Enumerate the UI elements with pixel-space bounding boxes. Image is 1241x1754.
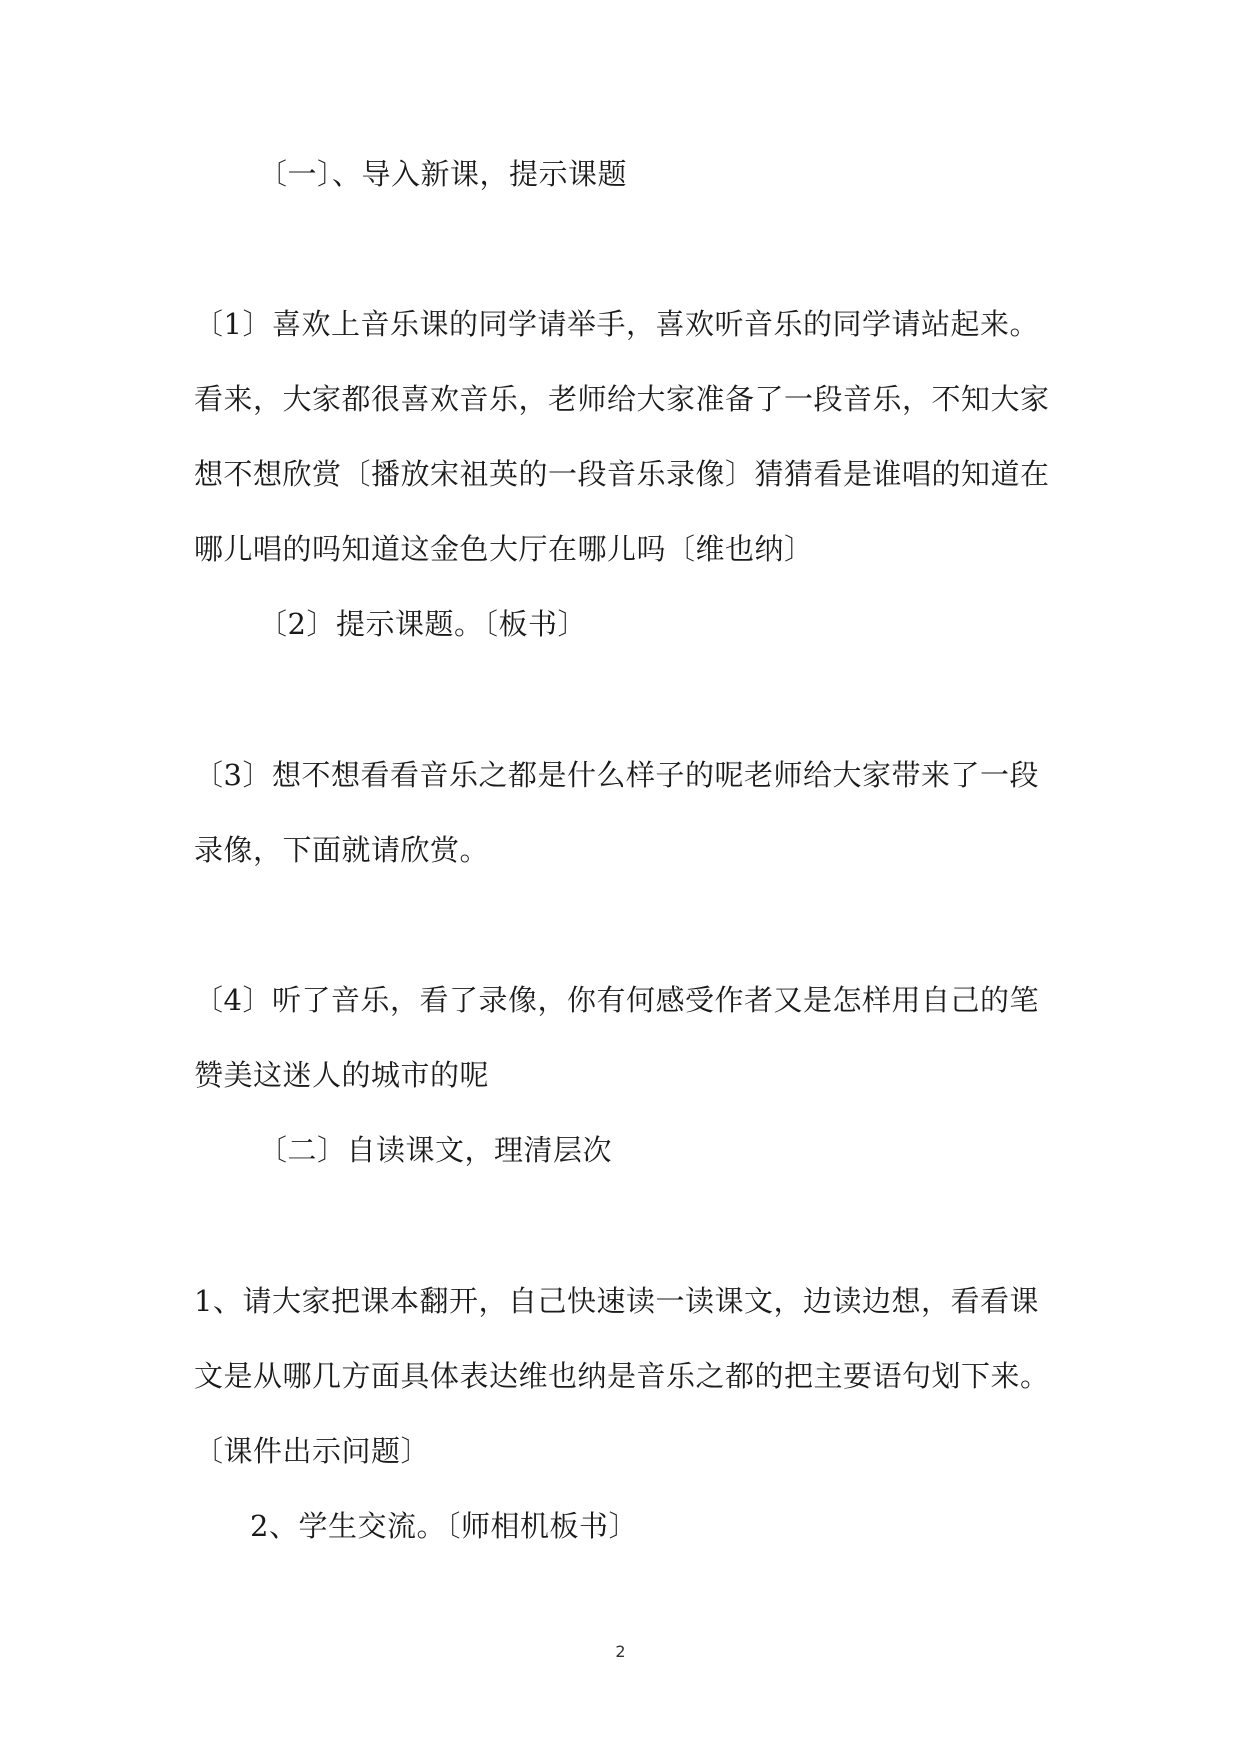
paragraph-line: 〔1〕喜欢上音乐课的同学请举手，喜欢听音乐的同学请站起来。 [194, 307, 1039, 341]
paragraph-line: 〔课件出示问题〕 [194, 1434, 431, 1468]
paragraph-line: 〔4〕听了音乐，看了录像，你有何感受作者又是怎样用自己的笔 [194, 983, 1039, 1017]
section-heading-1: 〔一〕、导入新课，提示课题 [258, 157, 628, 191]
paragraph-line: 1、请大家把课本翻开，自己快速读一读课文，边读边想，看看课 [194, 1284, 1039, 1318]
section-heading-2: 〔二〕自读课文，理清层次 [258, 1133, 613, 1167]
paragraph-line: 〔2〕提示课题。〔板书〕 [258, 607, 587, 641]
paragraph-line: 2、学生交流。〔师相机板书〕 [250, 1509, 638, 1543]
paragraph-line: 录像，下面就请欣赏。 [194, 833, 490, 867]
page-number: 2 [615, 1642, 626, 1661]
paragraph-line: 文是从哪几方面具体表达维也纳是音乐之都的把主要语句划下来。 [194, 1359, 1050, 1393]
paragraph-line: 哪儿唱的吗知道这金色大厅在哪儿吗〔维也纳〕 [194, 532, 814, 566]
paragraph-line: 看来，大家都很喜欢音乐，老师给大家准备了一段音乐，不知大家 [194, 382, 1050, 416]
paragraph-line: 想不想欣赏〔播放宋祖英的一段音乐录像〕猜猜看是谁唱的知道在 [194, 457, 1050, 491]
paragraph-line: 赞美这迷人的城市的呢 [194, 1058, 490, 1092]
paragraph-line: 〔3〕想不想看看音乐之都是什么样子的呢老师给大家带来了一段 [194, 758, 1039, 792]
